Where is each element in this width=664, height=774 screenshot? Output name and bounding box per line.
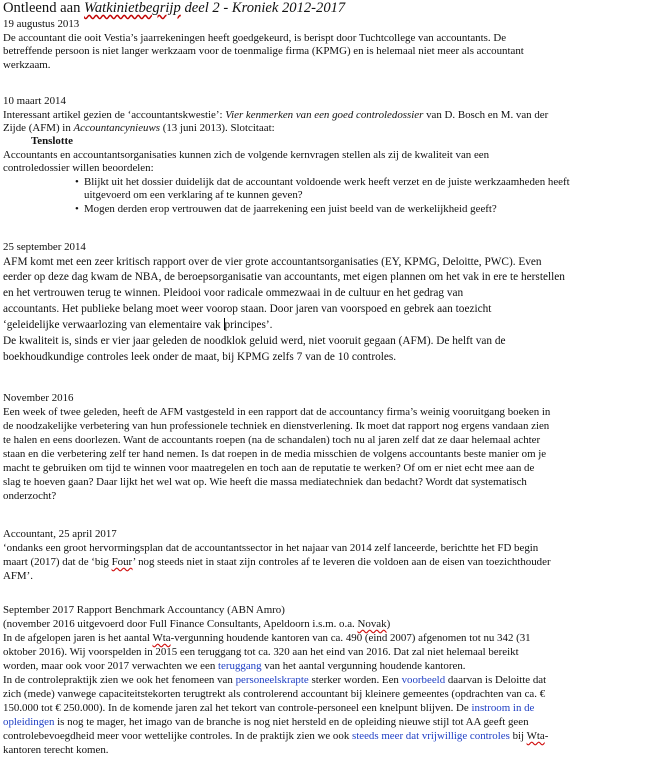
text-span: bij <box>509 730 527 742</box>
spellcheck-word: Wta <box>152 632 171 644</box>
text-span: van het aantal vergunning houdende kantoren. <box>261 660 466 672</box>
paragraph-line <box>3 716 529 729</box>
paragraph-line: betreffende persoon is niet langer werkzaam voor de toenmalige firma (KPMG) en is helemaal niet meer als accountant <box>3 45 524 57</box>
link-instroom[interactable]: instroom in de <box>471 702 535 714</box>
paragraph-line: AFM komt met een zeer kritisch rapport over de vier grote accountantsorganisaties (EY, KPMG, Deloitte, PWC). Even <box>3 256 542 268</box>
link-opleidingen[interactable]: opleidingen <box>3 716 55 728</box>
paragraph-line: ‘ondanks een groot hervormingsplan dat de accountantssector in het najaar van 2014 zelf lanceerde, berichtte het FD begin <box>3 542 539 554</box>
text-span: (13 juni 2013). Slotcitaat: <box>159 122 275 134</box>
bullet-item: • Mogen derden erop vertrouwen dat de jaarrekening een juist beeld van de werkelijkheid geeft? <box>84 203 497 216</box>
text-span: In de afgelopen jaren is het aantal <box>3 632 153 644</box>
link-vrijwillige-controles[interactable]: steeds meer dat vrijwillige controles <box>351 730 510 742</box>
link-teruggang[interactable]: teruggang <box>218 660 262 672</box>
paragraph-line: Een week of twee geleden, heeft de AFM vastgesteld in een rapport dat de accountancy firma’s weinig vooruitgang boeken in <box>3 406 551 418</box>
document-title <box>3 0 345 17</box>
paragraph-line: te halen en eens doorlezen. Want de accountants roepen (na de schandalen) toch nu al jaren zelf dat ze daar helemaal achter <box>3 434 541 446</box>
spellcheck-word: Wta <box>526 730 545 742</box>
text-span: worden, maar ook voor 2017 verwachten we een <box>3 660 219 672</box>
paragraph-line: kantoren terecht komen. <box>3 744 109 756</box>
paragraph-line <box>3 660 466 673</box>
paragraph-line: De kwaliteit is, sinds er vier jaar geleden de noodklok geluid werd, niet vooruit gegaan (AFM). De helft van de <box>3 335 506 347</box>
paragraph-line: AFM’. <box>3 570 33 582</box>
text-span: is nog te mager, het imago van de branche is nog niet hersteld en de opleiding nieuwe stijl tot AA geeft geen <box>54 716 529 728</box>
paragraph-line: slag te hoeven gaan? Daar lijkt het wel wat op. Wie heeft die massa mediatechniek dan bedacht? Wordt dat systematisch <box>3 476 527 488</box>
bullet-item: • Blijkt uit het dossier duidelijk dat de accountant voldoende werk heeft verzet en de juiste werkzaamheden heeft <box>84 176 570 189</box>
text-span: (november 2016 uitgevoerd door Full Finance Consultants, Apeldoorn i.s.m. o.a. <box>3 618 358 630</box>
text-span: - <box>544 730 549 742</box>
paragraph-line <box>3 618 390 631</box>
paragraph-line: eerder op deze dag kwam de NBA, de beroepsorganisatie van accountants, met eigen plannen om het vak in ere te herstellen <box>3 271 565 283</box>
entry-date: 19 augustus 2013 <box>3 18 80 30</box>
paragraph-line <box>3 730 548 743</box>
bullet-continuation: uitgevoerd om een verklaring af te kunnen geven? <box>84 189 303 201</box>
text-span: ‘geleidelijke verwaarlozing van elementaire vak <box>3 319 224 331</box>
paragraph-line: de noodzakelijke verbetering van hun professionele techniek en dienstverlening. Ik moet dat rapport nog ergens vandaan zien <box>3 420 550 432</box>
text-span: ) <box>386 618 391 630</box>
text-span: principes’. <box>224 319 273 331</box>
entry-date: Accountant, 25 april 2017 <box>3 528 117 540</box>
text-span: maart (2017) dat de ‘big <box>3 556 112 568</box>
article-title: Vier kenmerken van een goed controledossier <box>225 109 424 121</box>
link-voorbeeld[interactable]: voorbeeld <box>401 674 446 686</box>
text-span: 150.000 tot € 250.000). In de komende jaren zal het tekort van controle-personeel een knelpunt blijven. De <box>3 702 472 714</box>
quote-line: controledossier willen beoordelen: <box>3 162 154 174</box>
entry-date: 10 maart 2014 <box>3 95 66 107</box>
text-span: van D. Bosch en M. van der <box>423 109 549 121</box>
link-personeelskrapte[interactable]: personeelskrapte <box>235 674 309 686</box>
paragraph-line: accountants. Het publieke belang moet weer voorop staan. Door jaren van voorspoed en gebrek aan toezicht <box>3 303 492 315</box>
paragraph-line: boekhoudkundige controles leek onder de maat, bij KPMG zelfs 7 van de 10 controles. <box>3 351 397 363</box>
paragraph-line: De accountant die ooit Vestia’s jaarrekeningen heeft goedgekeurd, is berispt door Tuchtcollege van accountants. De <box>3 32 507 44</box>
quote-heading: Tenslotte <box>31 135 73 147</box>
paragraph-line <box>3 122 275 135</box>
title-suffix: deel 2 - Kroniek 2012-2017 <box>180 0 346 16</box>
text-span: -vergunning houdende kantoren van ca. 490 (eind 2007) afgenomen tot nu 342 (31 <box>170 632 531 644</box>
text-span: In de controlepraktijk zien we ook het fenomeen van <box>3 674 236 686</box>
paragraph-line <box>3 556 551 569</box>
paragraph-line <box>3 318 273 332</box>
paragraph-line: oktober 2016). Wij voorspelden in 2015 een teruggang tot ca. 320 aan het eind van 2016. Dat zal niet helemaal bereikt <box>3 646 519 658</box>
paragraph-line: werkzaam. <box>3 59 51 71</box>
quote-line: Accountants en accountantsorganisaties kunnen zich de volgende kernvragen stellen als zij de kwaliteit van een <box>3 149 490 161</box>
paragraph-line <box>3 702 534 715</box>
spellcheck-word: Novak <box>357 618 387 630</box>
title-source-link[interactable]: Watkinietbegrijp <box>84 0 181 16</box>
text-span: ’ nog steeds niet in staat zijn controles af te leveren die voldoen aan de eisen van toezichthouder <box>132 556 551 568</box>
spellcheck-word: Four <box>111 556 133 568</box>
paragraph-line: staan en die verbetering zelf ter hand nemen. Is dat roepen in de media misschien de volgens accountants beste manier om je <box>3 448 547 460</box>
text-span: sterker worden. Een <box>308 674 402 686</box>
paragraph-line: en het vertrouwen terug te winnen. Pleidooi voor radicale ommezwaai in de cultuur en het gedrag van <box>3 287 464 299</box>
entry-date: 25 september 2014 <box>3 241 86 253</box>
title-prefix: Ontleend aan <box>3 0 85 16</box>
text-span: Interessant artikel gezien de ‘accountantskwestie’: <box>3 109 226 121</box>
entry-title: September 2017 Rapport Benchmark Accountancy (ABN Amro) <box>3 604 285 616</box>
text-span: controlebevoegdheid meer voor wettelijke controles. In de praktijk zien we ook <box>3 730 352 742</box>
entry-date: November 2016 <box>3 392 74 404</box>
publication-name: Accountancynieuws <box>73 122 160 134</box>
paragraph-line <box>3 674 546 687</box>
paragraph-line: macht te gebruiken om tijd te winnen voor maatregelen en toch aan de reputatie te werken? Of om er niet echt mee aan de <box>3 462 535 474</box>
paragraph-line <box>3 109 548 122</box>
paragraph-line: onderzocht? <box>3 490 57 502</box>
text-span: daarvan is Deloitte dat <box>445 674 547 686</box>
paragraph-line: zich (mede) vanwege capaciteitstekorten terugtrekt als controlerend accountant bij kleinere gemeentes (opdrachten van ca. € <box>3 688 546 700</box>
paragraph-line <box>3 632 531 645</box>
text-span: Zijde (AFM) in <box>3 122 74 134</box>
